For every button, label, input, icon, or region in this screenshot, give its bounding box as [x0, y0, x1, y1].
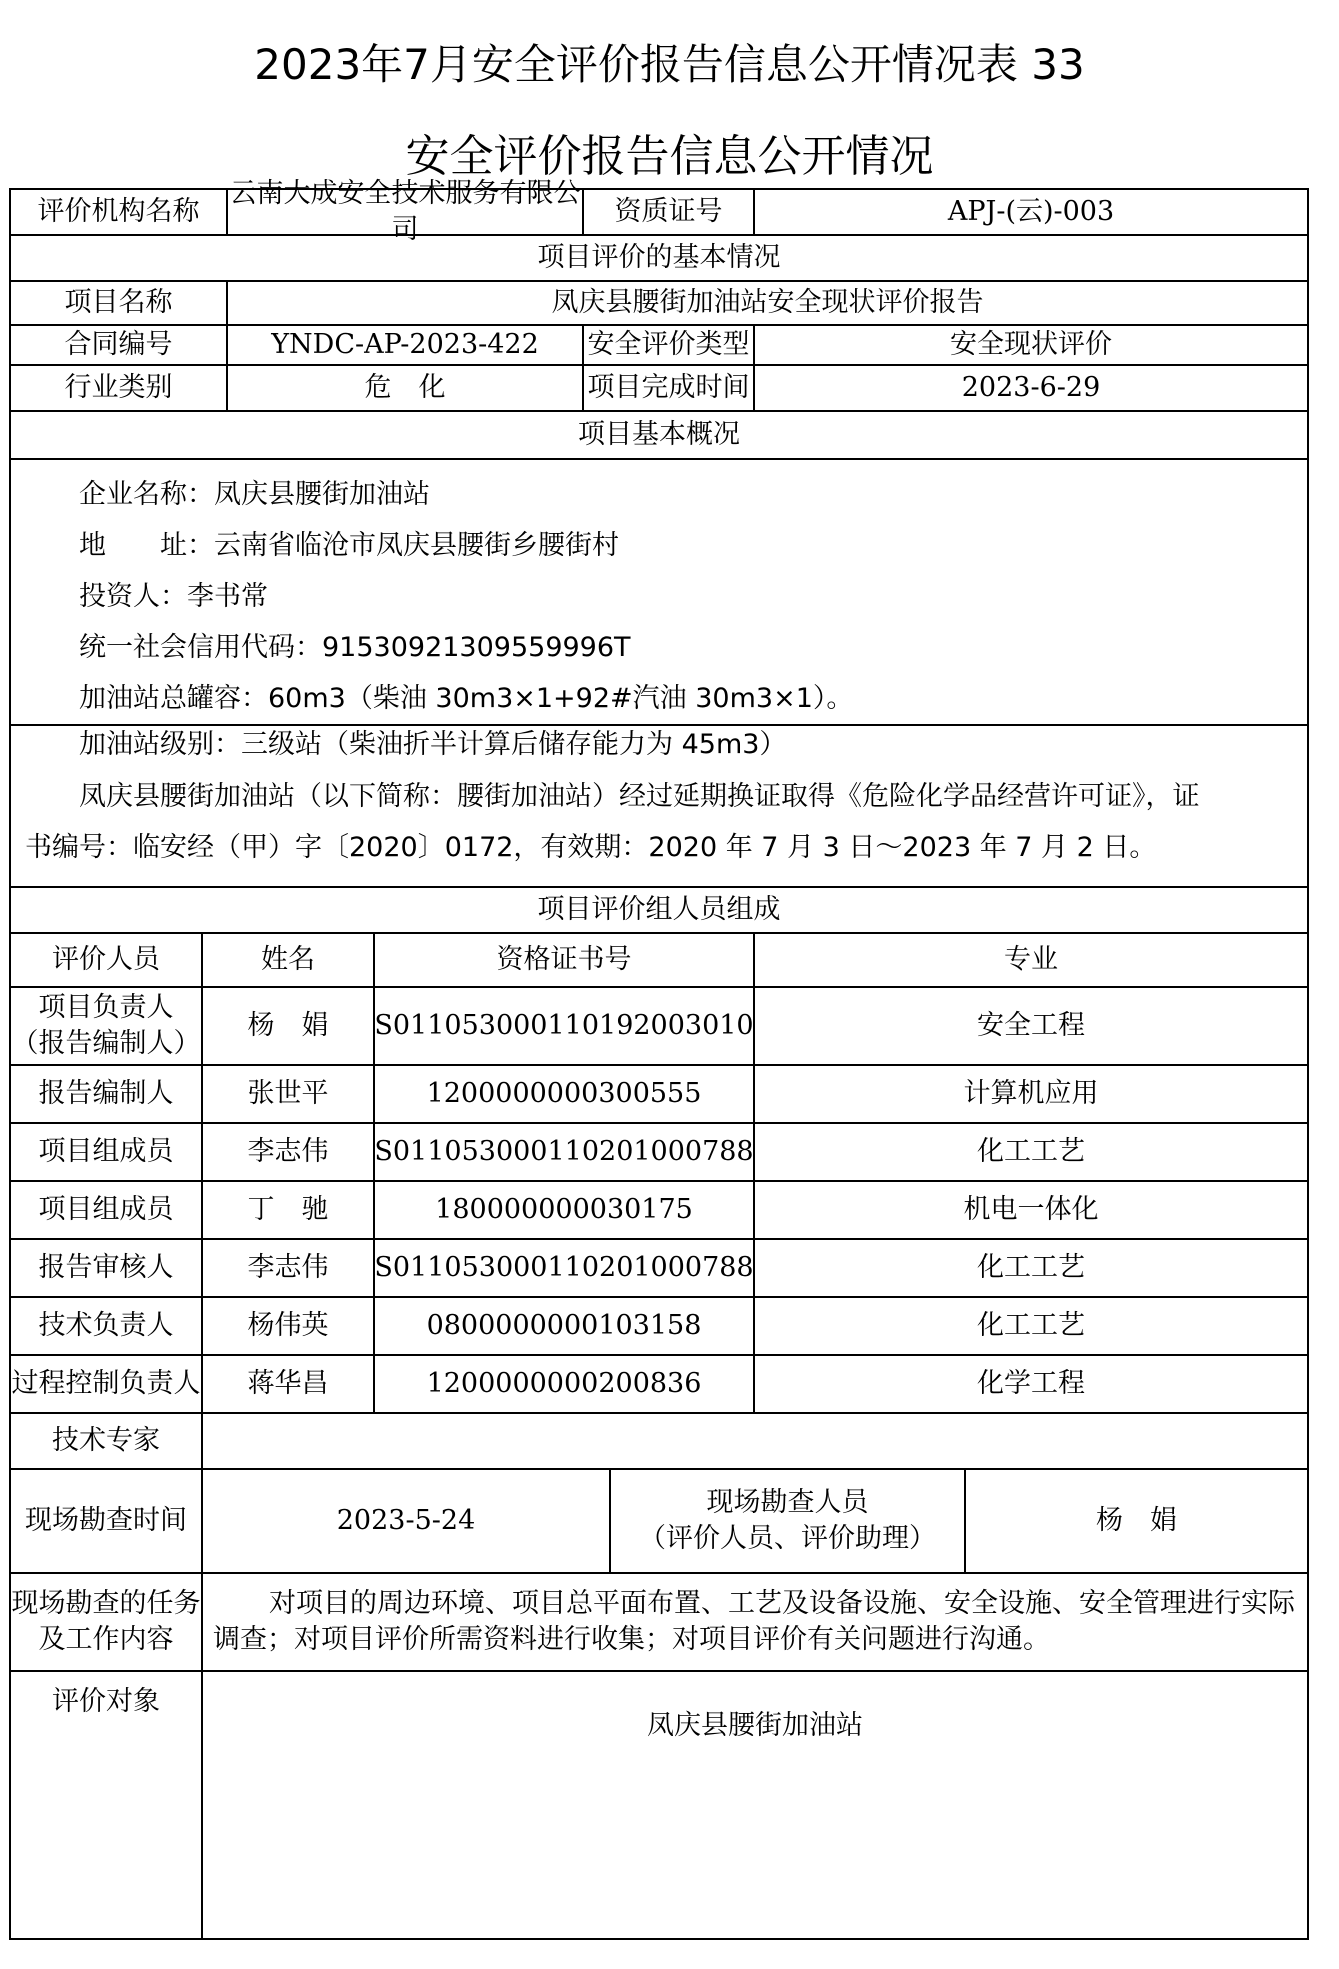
object-label: 评价对象	[11, 1672, 203, 1938]
table-row-major: 安全工程	[755, 988, 1307, 1066]
table-row-name: 李志伟	[203, 1240, 375, 1298]
table-row-name: 杨伟英	[203, 1298, 375, 1356]
survey-task-label	[11, 1574, 203, 1672]
table-row-major: 化工工艺	[755, 1240, 1307, 1298]
expert-label: 技术专家	[11, 1414, 203, 1470]
project-name-value: 凤庆县腰街加油站安全现状评价报告	[228, 282, 1307, 326]
table-row-major: 化工工艺	[755, 1124, 1307, 1182]
table-row-cert: 1200000000200836	[375, 1356, 755, 1414]
table-row-cert: 1200000000300555	[375, 1066, 755, 1124]
table-row-role	[11, 988, 203, 1066]
table-row-name: 张世平	[203, 1066, 375, 1124]
document-subtitle: 安全评价报告信息公开情况	[405, 131, 934, 182]
survey-task-value	[203, 1574, 1307, 1672]
survey-people-value: 杨 娟	[966, 1470, 1307, 1574]
overview-line: 地 址：云南省临沧市凤庆县腰街乡腰街村	[79, 530, 619, 561]
table-row-major: 机电一体化	[755, 1182, 1307, 1240]
cert-label: 资质证号	[584, 190, 755, 236]
basic-section-title: 项目评价的基本情况	[11, 236, 1307, 282]
survey-time-label: 现场勘查时间	[11, 1470, 203, 1574]
survey-task-label-line-1: 现场勘查的任务	[11, 1587, 201, 1619]
table-row-role: 过程控制负责人	[11, 1356, 203, 1414]
overview-line: 凤庆县腰街加油站（以下简称：腰街加油站）经过延期换证取得《危险化学品经营许可证》，证	[79, 781, 1200, 812]
expert-value	[203, 1414, 1307, 1470]
survey-people-label-line-1: 现场勘查人员	[706, 1486, 869, 1518]
overview-line: 加油站总罐容：60m3（柴油 30m3×1+92#汽油 30m3×1）。	[79, 683, 854, 714]
eval-type-label: 安全评价类型	[584, 326, 755, 366]
overview-section-title: 项目基本概况	[11, 412, 1307, 460]
table-row-role: 报告编制人	[11, 1066, 203, 1124]
table-row-role: 技术负责人	[11, 1298, 203, 1356]
team-header-role: 评价人员	[11, 934, 203, 988]
table-row-name: 李志伟	[203, 1124, 375, 1182]
overview-line: 加油站级别：三级站（柴油折半计算后储存能力为 45m3）	[79, 729, 787, 760]
table-row-name: 杨 娟	[203, 988, 375, 1066]
team-header-cert: 资格证书号	[375, 934, 755, 988]
table-row-major: 化工工艺	[755, 1298, 1307, 1356]
team-header-name: 姓名	[203, 934, 375, 988]
table-row-major: 计算机应用	[755, 1066, 1307, 1124]
contract-value: YNDC-AP-2023-422	[228, 326, 584, 366]
table-row-cert: S011053000110201000788	[375, 1240, 755, 1298]
overview-line: 书编号：临安经（甲）字〔2020〕0172，有效期：2020 年 7 月 3 日～2023 年 7 月 2 日。	[25, 832, 1157, 863]
role-line-2: （报告编制人）	[11, 1028, 201, 1059]
table-row-cert: S011053000110192003010	[375, 988, 755, 1066]
table-row-cert: 0800000000103158	[375, 1298, 755, 1356]
project-name-label: 项目名称	[11, 282, 228, 326]
table-row-cert: S011053000110201000788	[375, 1124, 755, 1182]
table-row-name: 丁 驰	[203, 1182, 375, 1240]
finish-value: 2023-6-29	[755, 366, 1307, 412]
cert-value: APJ-(云)-003	[755, 190, 1307, 236]
document-title: 2023年7月安全评价报告信息公开情况表 33	[254, 40, 1085, 89]
industry-value: 危 化	[228, 366, 584, 412]
survey-time-value: 2023-5-24	[203, 1470, 611, 1574]
team-section-title: 项目评价组人员组成	[11, 888, 1307, 934]
org-value: 云南大成安全技术服务有限公司	[228, 190, 584, 236]
survey-people-label	[611, 1470, 966, 1574]
table-row-cert: 180000000030175	[375, 1182, 755, 1240]
overview-line: 统一社会信用代码：91530921309559996T	[79, 632, 631, 663]
contract-label: 合同编号	[11, 326, 228, 366]
table-row-role: 报告审核人	[11, 1240, 203, 1298]
role-line-1: 项目负责人	[38, 991, 174, 1023]
table-row-role: 项目组成员	[11, 1182, 203, 1240]
overview-line: 投资人：李书常	[79, 581, 268, 612]
object-value: 凤庆县腰街加油站	[647, 1710, 863, 1741]
info-table	[9, 177, 1309, 1940]
overview-line: 企业名称：凤庆县腰街加油站	[79, 479, 430, 510]
table-row-name: 蒋华昌	[203, 1356, 375, 1414]
table-row-role: 项目组成员	[11, 1124, 203, 1182]
survey-task-label-line-2: 及工作内容	[38, 1624, 174, 1655]
team-header-major: 专业	[755, 934, 1307, 988]
overview-body-cont	[11, 726, 1307, 888]
industry-label: 行业类别	[11, 366, 228, 412]
overview-body	[11, 460, 1307, 726]
eval-type-value: 安全现状评价	[755, 326, 1307, 366]
survey-people-label-line-2: （评价人员、评价助理）	[639, 1523, 936, 1554]
finish-label: 项目完成时间	[584, 366, 755, 412]
org-label: 评价机构名称	[11, 190, 228, 236]
survey-task-text: 对项目的周边环境、项目总平面布置、工艺及设备设施、安全设施、安全管理进行实际调查；对项目评价所需资料进行收集；对项目评价有关问题进行沟通。	[213, 1587, 1295, 1655]
table-row-major: 化学工程	[755, 1356, 1307, 1414]
